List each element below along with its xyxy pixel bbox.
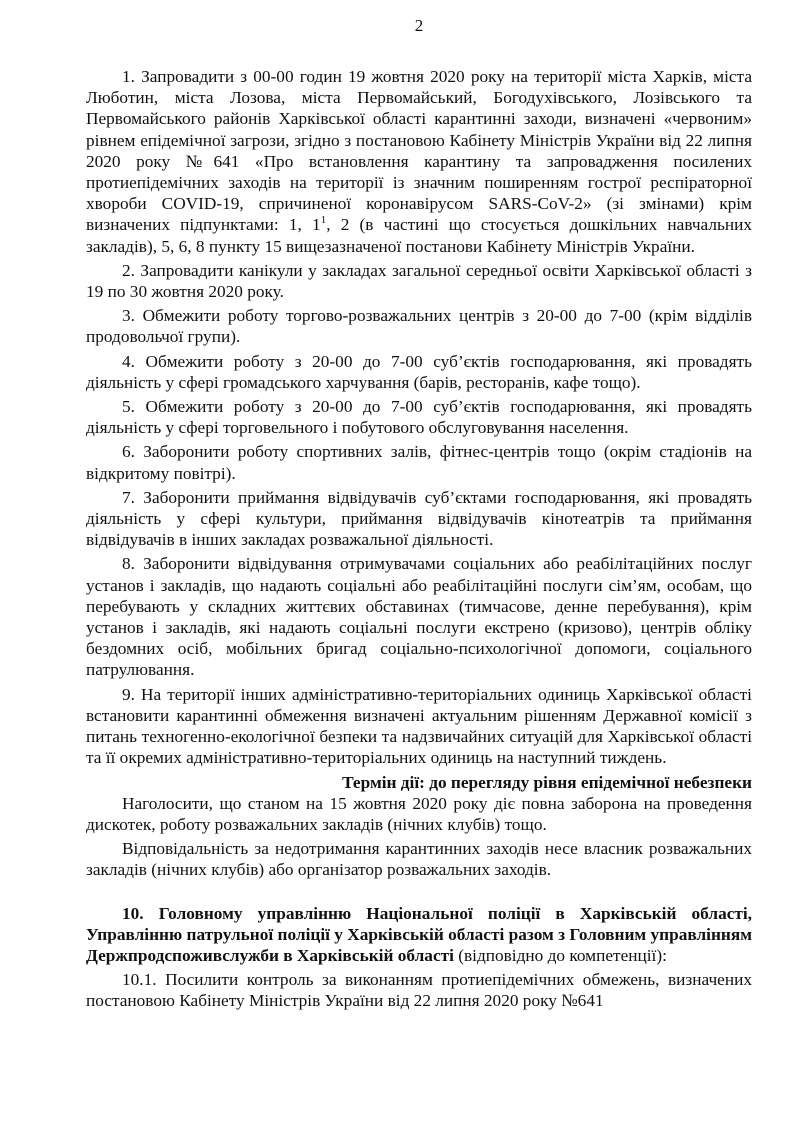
item-2: 2. Запровадити канікули у закладах загальної середньої освіти Харківської області з 19 по 30 жовтня 2020 року. [86,260,752,302]
item-1-text-a: 1. Запровадити з 00-00 годин 19 жовтня 2020 року на території міста Харків, міста Люботин, міста Лозова, міста Первомайський, Богодухівського, Лозівського та Первомайського районів Харківської області карантинні заходи, визначені «червоним» рівнем епідемічної загрози, згідно з постановою Кабінету Міністрів України від 22 липня 2020 року №641 «Про встановлення карантину та запровадження посилених протиепідемічних заходів на території із значним поширенням гострої респіраторної хвороби COVID-19, спричиненої коронавірусом SARS-CoV-2» (зі змінами) крім визначених підпунктами: 1, 1 [86,67,752,235]
section-10-heading-bold: 10. Головному управлінню Національної поліції в Харківській області, Управлінню патрульної поліції у Харківській області разом з Головним управлінням Держпродспоживслужби в Харківській області [86,903,752,965]
item-4: 4. Обмежити роботу з 20-00 до 7-00 суб’єктів господарювання, які провадять діяльність у сфері громадського харчування (барів, ресторанів, кафе тощо). [86,351,752,392]
item-3: 3. Обмежити роботу торгово-розважальних центрів з 20-00 до 7-00 (крім відділів продовольчої групи). [86,306,752,347]
section-10-heading-rest: (відповідно до компетенції): [453,945,667,965]
note-1: Наголосити, що станом на 15 жовтня 2020 року діє повна заборона на проведення дискотек, роботу розважальних закладів (нічних клубів) тощо. [86,793,752,834]
term-of-effect: Термін дії: до перегляду рівня епідемічної небезпеки [342,772,752,792]
page-number: 2 [414,16,424,35]
item-1 [86,66,752,257]
item-7: 7. Заборонити приймання відвідувачів суб’єктами господарювання, які провадять діяльність у сфері культури, приймання відвідувачів кінотеатрів та приймання відвідувачів в інших закладах розважальної діяльності. [86,487,752,550]
item-5: 5. Обмежити роботу з 20-00 до 7-00 суб’єктів господарювання, які провадять діяльність у сфері торговельного і побутового обслуговування населення. [86,397,752,438]
item-1-superscript: 1 [320,214,327,227]
item-9: 9. На території інших адміністративно-територіальних одиниць Харківської області встановити карантинні обмеження визначені актуальним рішенням Державної комісії з питань техногенно-екологічної безпеки та надзвичайних ситуацій для Харківської області та її окремих адміністративно-територіальних одиниць на наступний тиждень. [86,684,752,768]
note-2: Відповідальність за недотримання карантинних заходів несе власник розважальних закладів (нічних клубів) або організатор розважальних заходів. [86,839,752,880]
item-6: 6. Заборонити роботу спортивних залів, фітнес-центрів тощо (окрім стадіонів на відкритому повітрі). [86,442,752,483]
section-10-heading [86,903,752,967]
item-8: 8. Заборонити відвідування отримувачами соціальних або реабілітаційних послуг установ і закладів, що надають соціальні або реабілітаційні послуги сім’ям, особам, що перебувають у складних життєвих обставинах (тимчасове, денне перебування), крім установ і закладів, які надають соціальні послуги екстрено (кризово), центрів обліку бездомних осіб, мобільних бригад соціально-психологічної допомоги, соціального патрулювання. [86,554,752,680]
item-10-1: 10.1. Посилити контроль за виконанням протиепідемічних обмежень, визначених постановою Кабінету Міністрів України від 22 липня 2020 року №641 [86,970,752,1011]
item-1-text-b: , 2 (в частині що стосується дошкільних навчальних закладів), 5, 6, 8 пункту 15 вищезазначеної постанови Кабінету Міністрів України. [86,215,753,256]
